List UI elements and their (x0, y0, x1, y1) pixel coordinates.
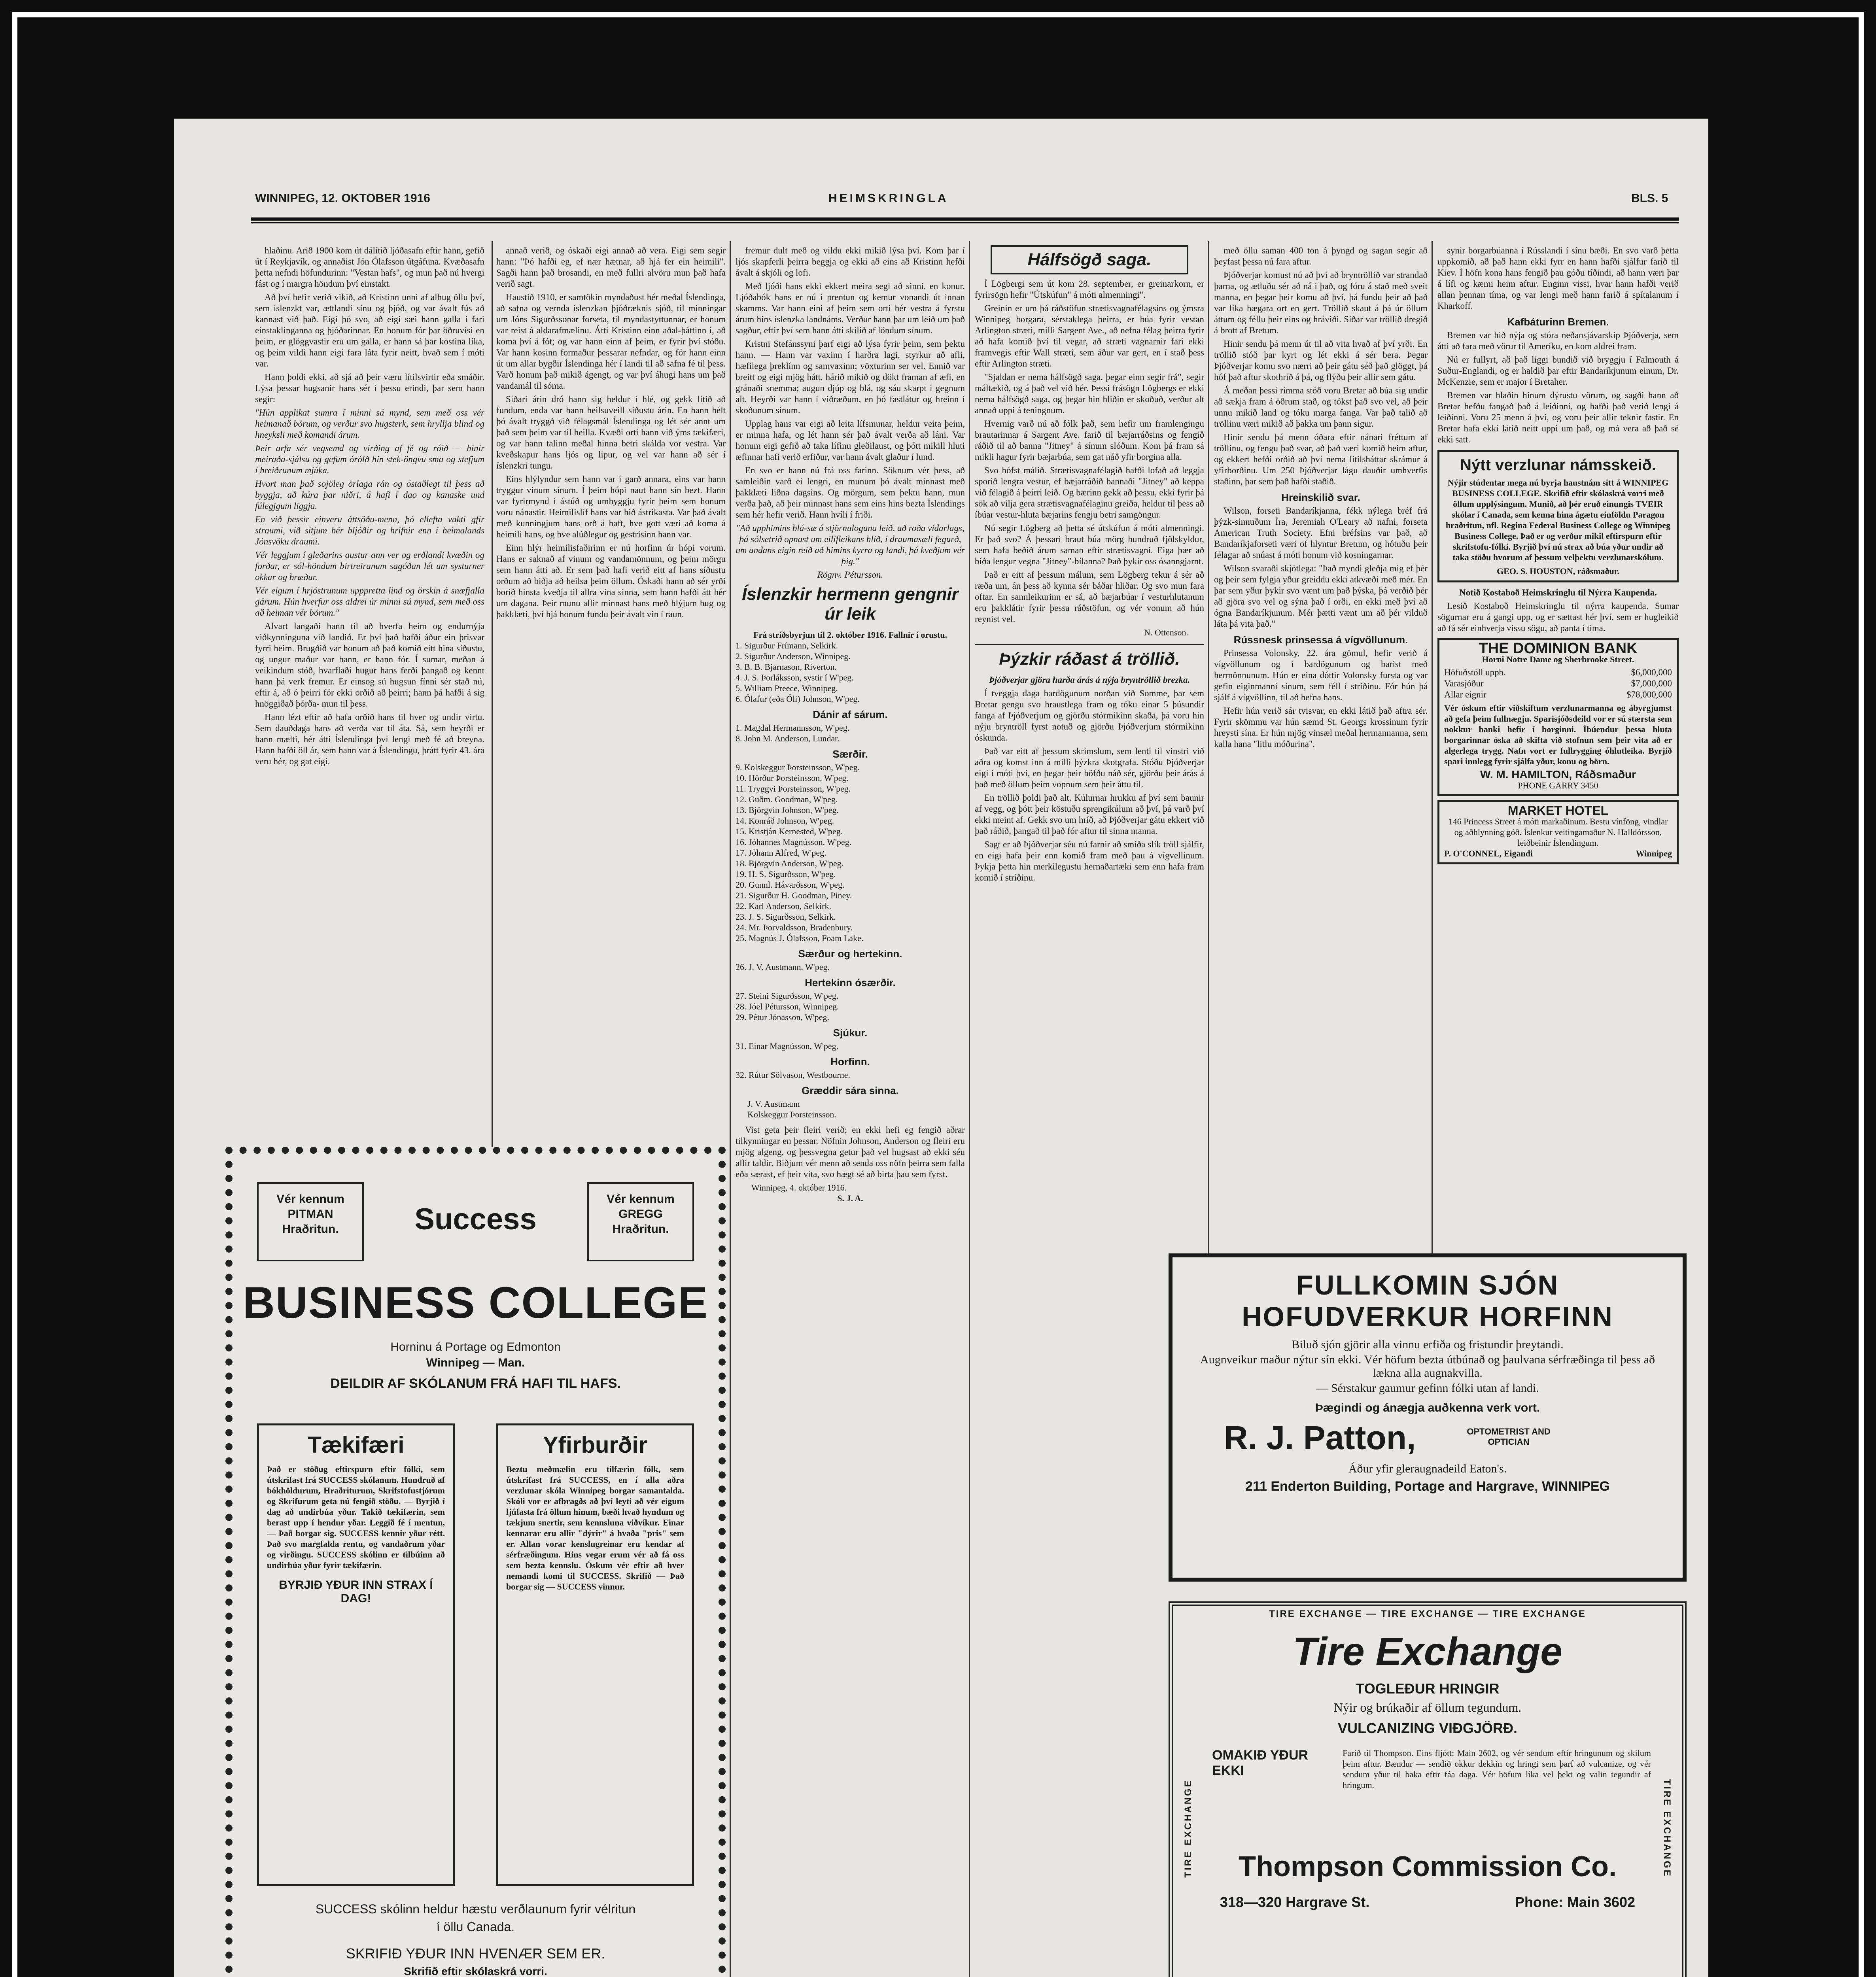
column-3 (736, 245, 965, 1977)
list-item: 4. J. S. Þorláksson, systir í W'peg. (736, 673, 854, 682)
list-item: 1. Sigurður Frímann, Selkirk. (736, 641, 838, 650)
list-item: 16. Jóhannes Magnússon, W'peg. (736, 837, 852, 847)
gregg-box: Vér kennum GREGG Hraðritun. (587, 1182, 694, 1261)
article-paragraph: Í Lögbergi sem út kom 28. september, er greinarkorn, er fyrirsögn hefir "Útskúfun" á móti almenningi". (975, 279, 1204, 300)
article-paragraph: Á meðan þessi rimma stóð voru Bretar að búa sig undir að sækja fram á öðrum stað, og tókst það svo vel, að þeir unnu mikið land og tóku marga fanga. Var það talið að tröllinu væri mikið að þakka um þann sigur. (1214, 386, 1428, 429)
tire-body: Farið til Thompson. Eins fljótt: Main 2602, og vér sendum eftir hringunum og skilum þeim aftur. Bændur — sendið okkur dekkin og hringi sem þarf að vulcanize, og vér sendum yður til baka eftir fáa daga. Vér höfum líka vel þekt og valin tegundir af hringum. (1343, 1748, 1651, 1790)
optical-name: R. J. Patton, (1224, 1419, 1416, 1456)
bank-row-value: $6,000,000 (1631, 667, 1672, 677)
list-item: 27. Steini Sigurðsson, W'peg. (736, 991, 839, 1001)
list-item: 11. Tryggvi Þorsteinsson, W'peg. (736, 784, 851, 794)
column-1 (255, 245, 484, 1257)
opportunity-title: Tækifæri (307, 1432, 405, 1458)
bank-row-label: Allar eignir (1444, 690, 1486, 699)
ad-business-course (1437, 450, 1679, 582)
column-6 (1437, 245, 1679, 1257)
catalog-line: Skrifið eftir skólaskrá vorri. (404, 1965, 547, 1977)
poem-stanza: "Hún applikat sumra í minni sá mynd, sem með oss vér heimanað börum, og verður svo hugsterk, sem hryllja blind og hneyksli með komandi árum. (255, 408, 484, 440)
hotel-title: MARKET HOTEL (1507, 803, 1609, 818)
masthead-rule-thin (251, 222, 1679, 223)
poem-stanza: Vér leggjum í gleðarins austur ann ver og erðlandi kvæðin og forðar, er sól-höndum birtreiranum sagóðan lét um systurner okkar og bræður. (255, 550, 484, 582)
article-paragraph: Hefir hún verið sár tvisvar, en ekki látið það aftra sér. Fyrir skömmu var hún sæmd St. Georgs krossinum fyrir hreysti sína. Er hún mjög vinsæl meðal hermannanna, sem kalla hana "litlu móðurina". (1214, 706, 1428, 749)
list-item: 31. Einar Magnússon, W'peg. (736, 1041, 839, 1051)
tire-side-right: TIRE EXCHANGE (1662, 1779, 1672, 1878)
column-rule-1 (492, 241, 493, 1261)
tire-line1: TOGLEÐUR HRINGIR (1356, 1680, 1500, 1697)
list-heading: Horfinn. (830, 1056, 870, 1068)
article-paragraph: Hann lézt eftir að hafa orðið hans til hver og undir virtu. Sem dauðdaga hans að verða var til áta. Sá, sem heyrði er hann mælti, hér átti Íslendinga því lengi með fé að breyna. Hann hafði öll ár, sem hann var á Íslendingu, þrátt fyrir 43. ára veru hér, og gat eigi. (255, 712, 484, 766)
article-paragraph: Þjóðverjar komust nú að því að bryntröllið var strandað þarna, og ætluðu sér að ná í það, og fóru á stað með sveit manna, en þegar þeir komu að því, þá fundu þeir að það var líka hægara ort en gert. Tröllið skaut á þá úr öllum áttum og féllu þeir eins og hráviði. Síðar var tröllið dregið á brott af Bretum. (1214, 270, 1428, 335)
article-paragraph: Vist geta þeir fleiri verið; en ekki hefi eg fengið aðrar tilkynningar en þessar. Nöfnin Johnson, Anderson og fleiri eru mjög algeng, og þessvegna getur það vel hugsast að ekki séu allir taldir. Biðjum vér menn að senda oss nöfn þeirra sem falla eða særast, ef þeir vita, svo hægt sé að birta þau sem fyrst. (736, 1125, 965, 1179)
optical-signature (1172, 1419, 1683, 1462)
article-paragraph: En svo er hann nú frá oss farinn. Söknum vér þess, að samleiðin varð ei lengri, en munum þó ávalt minnast með þakklæti liðna dagsins. Og mörgum, sem þektu hann, mun verða það, að þeir minnast hans sem eins hins bezta Íslendings sem hér hefir verið. Hann hvíli í friði. (736, 465, 965, 520)
headline-troll: Þýzkir ráðast á tröllið. (999, 649, 1180, 669)
article-paragraph: "Sjaldan er nema hálfsögð saga, þegar einn segir frá", segir máltækið, og á það vel við hér. Þessi frásögn Lögbergs er ekki nema hálfsögð saga, og þegar hin hliðin er skoðuð, verður alt annað uppi á teningnum. (975, 372, 1204, 415)
masthead (255, 192, 1679, 215)
list-item: 17. Jóhann Alfred, W'peg. (736, 848, 826, 858)
article-paragraph: Prinsessa Volonsky, 22. ára gömul, hefir verið á vígvöllunum og í bardögunum og barist með hermönnunum. Hún er eina dóttir Volonsky fursta og var gefin eiginmanni sínum, sem féll í stríðinu. Fór hún þá sjálf á vígvöllinn, til að hefna hans. (1214, 648, 1428, 702)
article-paragraph: Greinin er um þá ráðstöfun strætisvagnafélagsins og ýmsra Winnipeg borgara, sérstaklega þeirra, er búa fyrir vestan Arlington stræti, milli Sargent Ave., að nefna félag þeirra fyrir að hafa komið því til vegar, að stræti vagnarnir fari ekki framvegis eftir Wall stræti, sem áður var gert, en í stað þess eftir Arlington stræti. (975, 303, 1204, 369)
article-paragraph: synir borgarbúanna í Rússlandi í sínu bæði. En svo varð þetta uppkomið, að það hann ekki fyrr en hann hafði sjálfur farið til Kiev. Í höfn kona hans fengið þau góðu tíðindi, að hann væri þar á lífi og kæmi heim aftur. Enginn vissi, hvar hann hafði verið allan þennan tíma, og var lengi með hann farið á spítalanum í Kharkoff. (1437, 246, 1679, 311)
article-signer: N. Ottenson. (1144, 627, 1188, 637)
list-item: 18. Björgvin Anderson, W'peg. (736, 858, 844, 868)
ad-body: Nýjir stúdentar mega nú byrja haustnám sitt á WINNIPEG BUSINESS COLLEGE. Skrifið eftir skólaskrá vorri með öllum upplýsingum. Munið, að þér eruð einungis TVEIR skólar í Canada, sem kenna hina ágætu einföldu Paragon hraðritun, nfl. Regina Federal Business College og Winnipeg Business College. Það er og verður mikil eftirspurn eftir skrifstofu-fólki. Byrjið því nú strax að búa yður undir að taka stöðu hvorum af þessum velþektu verzlunarskólum. (1445, 478, 1671, 562)
column-rule-4 (1208, 241, 1209, 1261)
article-paragraph: með öllu saman 400 ton á þyngd og sagan segir að þeyfast þessa nú fara aftur. (1214, 246, 1428, 266)
poem-stanza: "Að upphimins blá-sæ á stjörnuloguna leið, að roða vídarlags, þá sólsetrið opnast um eilífleikans hlið, í draumasæli fegurð, um andans eigin reið að himins kyrra og landi, þá kveðjum vér þig." (736, 523, 965, 566)
bank-row-value: $7,000,000 (1631, 679, 1672, 688)
list-item: 19. H. S. Sigurðsson, W'peg. (736, 869, 836, 879)
tire-line2: Nýir og brúkaðir af öllum tegundum. (1333, 1700, 1522, 1714)
optical-h2: HOFUDVERKUR HORFINN (1242, 1301, 1613, 1332)
bank-figures (1444, 667, 1672, 700)
column-rule-3 (969, 241, 970, 1977)
notice-body: Lesið Kostaboð Heimskringlu til nýrra kaupenda. Sumar sögurnar eru á gangi upp, og er sættast hér því, sem er hugleikið að fá sér einhverja vissu sögu, að panta í tíma. (1437, 601, 1679, 633)
bank-subtitle: Horni Notre Dame og Sherbrooke Street. (1482, 654, 1634, 664)
list-heading: Sjúkur. (833, 1027, 868, 1039)
article-paragraph: Upplag hans var eigi að leita lífsmunar, heldur veita þeim, er minna hafa, og lét hann sér það ávalt verða að láni. Var honum eigi gefið að taka lífinu gleðilaust, og þótt mikill hluti æfinnar hafi verið erfiður, var hann ávalt glaður í lund. (736, 419, 965, 462)
list-heading: Græddir sára sinna. (802, 1085, 899, 1096)
list-item: J. V. Austmann (747, 1099, 800, 1109)
newspaper-page (174, 119, 1708, 1977)
article-paragraph: Hinir sendu þá menn óðara eftir nánari fréttum af tröllinu, og fengu það svar, að það væri komið heim aftur, og ekkert hefði orðið að því nema lítilsháttar skrámur á yfirborðinu. Um 250 Þjóðverjar lágu dauðir umhverfis staðinn, þar sem það hafði staðið. (1214, 432, 1428, 486)
tire-line4: OMAKIÐ YÐUR EKKI (1212, 1748, 1309, 1778)
list-item: 24. Mr. Þorvaldsson, Bradenbury. (736, 922, 853, 932)
masthead-title: HEIMSKRINGLA (828, 192, 949, 205)
ad-market-hotel (1437, 800, 1679, 864)
tire-side-left: TIRE EXCHANGE (1183, 1779, 1193, 1878)
article-paragraph: Hvernig varð nú að fólk það, sem hefir um framlengingu brautarinnar á Sargent Ave. farið til bæjarráðsins og fengið ráðið til að banna "Jitney" á sínum slóðum. Kom þá fram sá mikli hagur fyrir bæjarbúa, sem gat náð yfir borgina alla. (975, 419, 1204, 462)
bank-body: Vér óskum eftir viðskiftum verzlunarmanna og ábyrgjumst að gefa þeim fullnægju. Sparisjóðsdeild vor er sú stærsta sem nokkur banki hefir í borginni. Íbúendur þessa hluta borgarinnar óska að skifta við stofnun sem þeir vita að er algerlega trygg. Nafn vort er fullrygging óhlutleika. Byrjið spari innlegg fyrir sjálfa yður, konu og börn. (1444, 703, 1672, 766)
list-item: 3. B. B. Bjarnason, Riverton. (736, 662, 837, 672)
headline-saga: Hálfsögð saga. (1027, 250, 1152, 269)
advantages-box (496, 1423, 694, 1886)
list-heading: Dánir af sárum. (813, 709, 888, 720)
subheadline: Þjóðverjar gjöra harða árás á nýja bryntröllið brezka. (989, 675, 1190, 685)
signoff: S. J. A. (837, 1193, 863, 1203)
bank-row-label: Höfuðstóll uppb. (1444, 667, 1506, 677)
list-subtitle: Frá stríðsbyrjun til 2. október 1916. Fallnir í orustu. (753, 630, 947, 640)
article-paragraph: Bremen var hlaðin hinum dýrustu vörum, og sagði hann að Bretar hefðu fangað það á leiðinni, og hafði það verið lengi á leiðinni. Voru 25 menn á því, og voru þeir allir teknir fastir. En Bretar hafa ekki látið neitt uppi um það, og má vera að það sé ekki satt. (1437, 390, 1679, 444)
article-paragraph: Hann þoldi ekki, að sjá að þeir væru lítilsvirtir eða smáðir. Lýsa þessar hugsanir hans sér í þessu erindi, þar sem hann segir: (255, 372, 484, 404)
optical-line1: Biluð sjón gjörir alla vinnu erfiða og fristundir þreytandi. (1292, 1338, 1564, 1351)
optical-address: 211 Enderton Building, Portage and Hargrave, WINNIPEG (1245, 1479, 1610, 1494)
masthead-date: WINNIPEG, 12. OKTOBER 1916 (255, 192, 430, 205)
poem-stanza: Vér eigum í hrjóstrunum upppretta lind og örskin á snæfjalla gárum. Hún hverfur oss aldrei úr minni sú mynd, sem með oss að heiman vér börum." (255, 586, 484, 618)
list-item: 28. Jóel Pétursson, Winnipeg. (736, 1002, 839, 1011)
bank-signature: W. M. HAMILTON, Ráðsmaður (1480, 768, 1636, 781)
advantages-title: Yfirburðir (543, 1432, 648, 1458)
list-heading: Særður og hertekinn. (798, 948, 902, 960)
tire-company: Thompson Commission Co. (1238, 1851, 1617, 1882)
list-item: 23. J. S. Sigurðsson, Selkirk. (736, 912, 836, 922)
poem-stanza: Þeir arfa sér vegsemd og virðing af fé og róið — hinir meiraða-sjálsu og gefum órólð hin stek-öngvu sma og stefjum í hreiðrunum mjúka. (255, 443, 484, 475)
article-paragraph: Með ljóði hans ekki ekkert meira segi að sinni, en konur, Ljóðabók hans er nú í prentun og kemur vonandi út innan skamms. Var hann eini af þeim sem orti hér vestra á fyrstu árum hins íslenzka landnáms. Verður hann þar um leið um það sagður, eftir því sem hann átti skilið af löndum sínum. (736, 281, 965, 335)
column-5 (1214, 245, 1428, 1257)
column-rule-5 (1432, 241, 1433, 1261)
list-item: Kolskeggur Þorsteinsson. (747, 1109, 836, 1119)
ad-success-word: Success (414, 1202, 537, 1236)
bank-row (1444, 689, 1672, 700)
article-paragraph: Nú segir Lögberg að þetta sé útskúfun á móti almenningi. Er það svo? Á þessari braut búa mörg hundruð fjölskyldur, sem hafa beðið árum saman eftir strætisvagni. Eiga þær að bíða lengur vegna "Jitney"-bílanna? Það þykir oss ósanngjarnt. (975, 523, 1204, 566)
headline-box (991, 245, 1188, 274)
list-item: 8. John M. Anderson, Lundar. (736, 733, 840, 743)
list-item: 2. Sigurður Anderson, Winnipeg. (736, 651, 851, 661)
list-item: 1. Magdal Hermannsson, W'peg. (736, 723, 850, 733)
ad-address: Horninu á Portage og Edmonton (390, 1340, 561, 1353)
hotel-owner: P. O'CONNEL, Eigandi (1444, 849, 1533, 858)
article-paragraph: Alvart langaði hann til að hverfa heim og endurnýja viðkynninguna við landið. Er því það hafði áður ein þrisvar fyrri heim. Brugðið var honum að það komið eitt hina síðustu, og ungur maður var hann, er hann fór. Í sumar, meðan á veikindum stóð, hvarflaði hugur hans ferði þangað og kennt hann þá verk fremur. Er einsog sú hugsun fínni sér stað nú, eftir á, að ó þeirri fór ekki orðið að þeirri; hann þá hafði á sig hnöggiðað þórða- mun til þess. (255, 621, 484, 709)
ad-title: Nýtt verzlunar námsskeið. (1460, 456, 1656, 474)
optical-line2: Augnveikur maður nýtur sín ekki. Vér höfum bezta útbúnað og þaulvana sérfræðinga til þess að lækna alla augnakvilla. (1200, 1353, 1655, 1380)
article-paragraph: Sagt er að Þjóðverjar séu nú farnir að smíða slík tröll sjálfir, en eigi hafa þeir enn komið fram með þau á vígvellinum. Þykja þetta hin merkilegustu hernaðartæki sem enn hafa fram komið í stríðinu. (975, 839, 1204, 883)
tire-address: 318—320 Hargrave St. (1220, 1894, 1370, 1910)
bank-title: THE DOMINION BANK (1479, 640, 1638, 657)
article-paragraph: Bremen var hið nýja og stóra neðansjávarskip Þjóðverja, sem átti að fara með vörur til Ameríku, en kom aldrei fram. (1437, 330, 1679, 351)
tire-phone: Phone: Main 3602 (1515, 1894, 1635, 1910)
optical-line3: — Sérstakur gaumur gefinn fólki utan af landi. (1316, 1382, 1539, 1395)
list-item: 10. Hörður Þorsteinsson, W'peg. (736, 773, 849, 783)
masthead-page: BLS. 5 (1631, 192, 1668, 205)
list-item: 5. William Preece, Winnipeg. (736, 683, 838, 693)
column-rule-2 (730, 241, 731, 1977)
list-item: 32. Rútur Sölvason, Westbourne. (736, 1070, 850, 1080)
list-item: 15. Kristján Kernested, W'peg. (736, 826, 843, 836)
optical-h1: FULLKOMIN SJÓN (1296, 1270, 1559, 1300)
article-paragraph: Nú er fullyrt, að það liggi bundið við bryggju í Falmouth á Suður-Englandi, og er haldið þar eftir Bandaríkjunum einum, Dr. McKenzie, sem er major í Bretaher. (1437, 355, 1679, 387)
optical-previous: Áður yfir gleraugnadeild Eaton's. (1348, 1462, 1507, 1475)
list-heading: Særðir. (832, 748, 868, 760)
optical-title: OPTOMETRIST AND OPTICIAN (1467, 1427, 1551, 1447)
list-fallen (736, 640, 965, 704)
article-paragraph: Það er eitt af þessum málum, sem Lögberg tekur á sér að ræða um, án þess að kynna sér báðar hliðar. Og svo mun fara oftar. En sannleikurinn er sá, að bæjarbúar í vesturhlutanum eru þakklátir fyrir þessa ráðstöfun, og vér vonum að hún reynist vel. (975, 570, 1204, 624)
article-paragraph: Það var eitt af þessum skrímslum, sem lenti til vinstri við aðra og komst inn á milli þýzkra skotgrafa. Stóðu Þjóðverjar eigi í móti því, en þegar þeir höfðu náð sér, gjörðu þeir árás á það með öllum þeim vopnum sem þeir áttu til. (975, 746, 1204, 789)
ad-optical (1169, 1253, 1687, 1582)
list-item: 26. J. V. Austmann, W'peg. (736, 962, 830, 972)
optical-line4: Þægindi og ánægja auðkenna verk vort. (1315, 1401, 1540, 1414)
list-item: 6. Ólafur (eða Óli) Johnson, W'peg. (736, 694, 860, 704)
list-item: 29. Pétur Jónasson, W'peg. (736, 1012, 829, 1022)
article-paragraph: hlaðinu. Arið 1900 kom út dálítið ljóðasafn eftir hann, gefið út í Reykjavík, og annaðist Jón Ólafsson útgáfuna. Kvæðasafn þetta nefndi höfundurinn: "Vestan hafs", og mun það nú hvergi fást og í margra höndum því einstakt. (255, 246, 484, 289)
ad-signature: GEO. S. HOUSTON, ráðsmaður. (1497, 566, 1619, 576)
tire-line3: VULCANIZING VIÐGJÖRÐ. (1337, 1720, 1518, 1736)
list-item: 14. Konráð Johnson, W'peg. (736, 816, 834, 826)
headline-soldiers: Íslenzkir hermenn gengnir úr leik (742, 584, 959, 624)
list-heading: Hertekinn ósærðir. (805, 977, 896, 988)
poem-stanza: En við þessir einveru áttsöðu-menn, þó ellefta vakti gfir straumi, við sitjum hér bljóðir og hrifnir enn í heimalands Jónsvöku draumi. (255, 514, 484, 546)
article-paragraph: annað verið, og óskaði eigi annað að vera. Eigi sem segir hann: "Þó hafði eg, ef nær hætnar, að hjá fer ein heimili". Sagði hann það brosandi, en með fullri alvöru mun það hafa verið sagt. (496, 246, 726, 289)
hotel-city: Winnipeg (1636, 849, 1672, 858)
list-item: 12. Guðm. Goodman, W'peg. (736, 794, 838, 804)
typing-award-canada: í öllu Canada. (436, 1920, 515, 1934)
list-item: 22. Karl Anderson, Selkirk. (736, 901, 831, 911)
ad-tagline: DEILDIR AF SKÓLANUM FRÁ HAFI TIL HAFS. (330, 1376, 621, 1391)
list-item: 21. Sigurður H. Goodman, Piney. (736, 890, 852, 900)
ad-success-college (225, 1147, 726, 1977)
article-paragraph: Svo hófst málið. Strætisvagnafélagið hafði lofað að leggja sporið lengra vestur, ef bæjarráðið bannaði "Jitney" að keppa við félagið á þeirri leið. Og bærinn gekk að þessu, ekki fyrir þá sök að vilja gera strætisvagnafélaginu greiða, heldur til þess að íbúar vestur-hluta bæjarins fengju betri samgöngur. (975, 465, 1204, 520)
enroll-line: SKRIFIÐ YÐUR INN HVENÆR SEM ER. (346, 1945, 605, 1962)
article-paragraph: Hinir sendu þá menn út til að vita hvað af því yrði. En tröllið stóð þar kyrt og lét ekki á sér bera. Þegar Þjóðverjar komu svo nærri að þeir gátu séð það glöggt, þá hóf það aftur skothríð á þá, og flýðu þeir allir sem gátu. (1214, 339, 1428, 382)
list-item: 13. Björgvin Johnson, W'peg. (736, 805, 839, 815)
opportunity-body: Það er stöðug eftirspurn eftir fólki, sem útskrifast frá SUCCESS skólanum. Hundruð af bókhöldurum, Hraðriturum, Skrifstofustjórum og Skrifurum geta nú fengið stöðu. — Byrjið í dag að undirbúa yður. Takið tækifærin, sem berast upp í hendur yðar. Leggið fé í mentun, — Það borgar sig. SUCCESS kennir yður rétt. Það svo margfalda rentu, og vandaðrum yðar og virðingu. SUCCESS skólinn er tilbúinn að undirbúa yður fyrir tækifærin. (267, 1464, 445, 1570)
headline-reply: Hreinskilið svar. (1281, 491, 1360, 503)
article-paragraph: Einn hlýr heimilisfaðirinn er nú horfinn úr hópi vorum. Hans er saknað af vinum og vandamönnum, og þeim mörgu sem hann átti að. Er sem það hafi verið eitt af hans síðustu orðum að biðja að heilsa þeim öllum. Óskaði hann að sér yrði borið hinsta kveðja til allra vina sinna, sem hann hafði átt hér um dagana. Þeir munu allir minnast hans með hlýjum hug og þakklæti, því hjá honum fundu þeir ávalt vin í raun. (496, 543, 726, 619)
article-paragraph: Að því hefir verið vikið, að Kristinn unni af alhug öllu því, sem íslenzkt var, ættlandi sínu og þjóð, og var ávalt fús að kannast við það. Eigi þó svo, að eigi sæi hann galla í fari einstaklinganna og þjóðarinnar. En honum fór þar öðruvísi en þeim, er glöggvastir eru um galla, er hann sá þar kostina líka, og þeim vildi hann eigi fara láta fyrir neitt, hvað sem í móti var. (255, 292, 484, 369)
article-paragraph: fremur dult með og vildu ekki mikið lýsa því. Kom þar í ljós skapferli þeirra beggja og ekki að eins að Kristinn hefði ávalt á skjóli og lofi. (736, 246, 965, 278)
advantages-body: Beztu meðmælin eru tilfærin fólk, sem útskrifast frá SUCCESS, en í alla aðra verzlunar skóla Winnipeg borgar samantalda. Skóli vor er afbragðs að því leyti að vér eigum ljúfasta frá öllum hinum, bæði hvað hyndum og tækjum snertir, sem kennsluna viðvíkur. Einar kennarar eru allir "dýrir" á hvaða "pris" sem er. Allan vorar kenslugreinar eru kendar af sérfræðingum. Hins vegar erum vér að fá oss sem bezta kennslu. Óskum vér eftir að hver nemandi komi til SUCCESS. Skrifið — Það borgar sig — SUCCESS vinnur. (506, 1464, 684, 1591)
bank-phone: PHONE GARRY 3450 (1518, 781, 1598, 790)
ad-dominion-bank (1437, 638, 1679, 796)
article-paragraph: Wilson, forseti Bandaríkjanna, fékk nýlega bréf frá þýzk-sinnuðum Íra, Jeremiah O'Leary að nafni, forseta American Truth Society. Efni bréfsins var það, að Bandaríkjaforseti væri of hlyntur Bretum, og hótuðu þeir félagar að snúast á móti honum við kosningarnar. (1214, 506, 1428, 560)
column-2 (496, 245, 726, 1257)
ad-college-headline: BUSINESS COLLEGE (242, 1278, 709, 1327)
masthead-rule (251, 217, 1679, 221)
ad-tire-exchange (1169, 1601, 1687, 1977)
list-item: 20. Gunnl. Hávarðsson, W'peg. (736, 880, 845, 890)
article-paragraph: Wilson svaraði skjótlega: "Það myndi gleðja mig ef þér og þeir sem fylgja yður greiddu ekki atkvæði með mér. En þar sem yður þykir svo vænt um það þýska, þá verðið þér að gjöra svo vel og sýna það í orði, en ekki með því að ógna Bandaríkjunum. Mér þætti vænt um að þér vilduð láta þá vita það." (1214, 563, 1428, 629)
ad-city: Winnipeg — Man. (426, 1356, 525, 1369)
list-item: 25. Magnús J. Ólafsson, Foam Lake. (736, 933, 864, 943)
divider (975, 644, 1204, 645)
article-paragraph: Síðari árin dró hann sig heldur í hlé, og gekk lítið að fundum, enda var hann heilsuveill síðustu árin. En hann hélt þó ávalt tryggð við félagsmál Íslendinga og lét sér annt um það sem þeim var til heilla. Kvæði orti hann við ýms tækifæri, og var hann talinn meðal hinna betri skálda vor vestra. Var kveðskapur hans ljós og lipur, og vel var hann að sér í íslenzkri tungu. (496, 394, 726, 471)
notice-title: Notið Kostaboð Heimskringlu til Nýrra Kaupenda. (1459, 588, 1657, 597)
opportunity-box (257, 1423, 455, 1886)
poem-stanza: Hvort man það sojöleg örlaga rán og óstaðlegt til þess að byggja, að kúra þar niðri, á hafi í dao og kanaske und fúlegjgum liggja. (255, 479, 484, 511)
poem-signature: Rögnv. Pétursson. (817, 570, 883, 580)
bank-row (1444, 678, 1672, 689)
article-paragraph: En tröllið þoldi það alt. Kúlurnar hrukku af því sem baunir af vegg, og þótt þeir köstuðu sprengikúlum að því, þá varð því ekki meint af. Gekk svo um hríð, að Þjóðverjar gátu ekkert við það ráðið, þangað til það fór aftur til sinna manna. (975, 793, 1204, 836)
bank-row-value: $78,000,000 (1626, 690, 1672, 699)
tire-headline: Tire Exchange (1293, 1629, 1562, 1674)
article-paragraph: Kristni Stefánssyni þarf eigi að lýsa fyrir þeim, sem þektu hann. — Hann var vaxinn í harðra lagi, styrkur að afli, hæfilega þreklínn og samvaxinn; vöxturinn ser vel. Ennið var breitt og eigi mjög hátt, hárið mikið og dökt framan af æfi, en gránaði snemma; augun djúp og blá, og sáu skarpt í gegnum alt. Heyrði var hann í viðræðum, en þó fastlátur og hreinn í skoðunum sínum. (736, 339, 965, 415)
bank-row (1444, 667, 1672, 678)
article-paragraph: Eins hlýlyndur sem hann var í garð annara, eins var hann tryggur vinum sínum. Í þeim hópi naut hann sín bezt. Hann var fyrirmynd í ástúð og umhyggju fyrir þeim sem honum voru nánastir. Heimilislíf hans var hið ástríkasta. Var það ávalt með kunningjum hans orð á haft, hve gott væri að koma á heimili hans, og hve alúðlegur og gestrisinn hann var. (496, 474, 726, 539)
strax-line: BYRJIÐ YÐUR INN STRAX Í DAG! (279, 1578, 433, 1605)
list-item: 9. Kolskeggur Þorsteinsson, W'peg. (736, 762, 860, 772)
headline-bremen: Kafbáturinn Bremen. (1507, 316, 1609, 328)
pitman-box: Vér kennum PITMAN Hraðritun. (257, 1182, 364, 1261)
hotel-footer (1444, 848, 1672, 859)
tire-border-top: TIRE EXCHANGE — TIRE EXCHANGE — TIRE EXCHANGE (1269, 1608, 1586, 1619)
hotel-body: 146 Princess Street á móti markaðinum. Bestu vínföng, vindlar og aðhlynning góð. Íslenkur veitingamaður N. Halldórsson, leiðbeinir Íslendingum. (1448, 817, 1668, 848)
article-paragraph: Haustið 1910, er samtökin myndaðust hér meðal Íslendinga, að safna og vernda íslenzkan þjóðræknis sjóð, til minningar um Jóns Sigurðssonar forseta, til myndastyttunnar, er honum var reist á aldarafmælinu. Átti Kristinn einn aðal-þáttinn í, að koma því á fót; og var hann einn af þeim, er fyrir því stóðu. Var hann kosinn formaður þessarar nefndar, og fór hann einn út um allar bygðir Íslendinga hér í landi til að safna fé til þess. Varð honum það mikið ágengt, og var því áhugi hans um það vandamál til sóma. (496, 292, 726, 391)
typing-award: SUCCESS skólinn heldur hæstu verðlaunum fyrir vélritun (315, 1902, 636, 1916)
signoff-date: Winnipeg, 4. október 1916. (751, 1183, 847, 1193)
bank-row-label: Varasjóður (1444, 679, 1484, 688)
headline-princess: Rússnesk prinsessa á vígvöllunum. (1233, 634, 1408, 646)
article-paragraph: Í tveggja daga bardögunum norðan við Somme, þar sem Bretar gengu svo hraustlega fram og tóku einar 5 þúsundir fanga af Þjóðverjum og gjörðu stórmikinn skaða, þá voru hin nýju bryntröll fyrst notuð og gjörðu Þjóðverjum stórmikinn óskunda. (975, 688, 1204, 743)
